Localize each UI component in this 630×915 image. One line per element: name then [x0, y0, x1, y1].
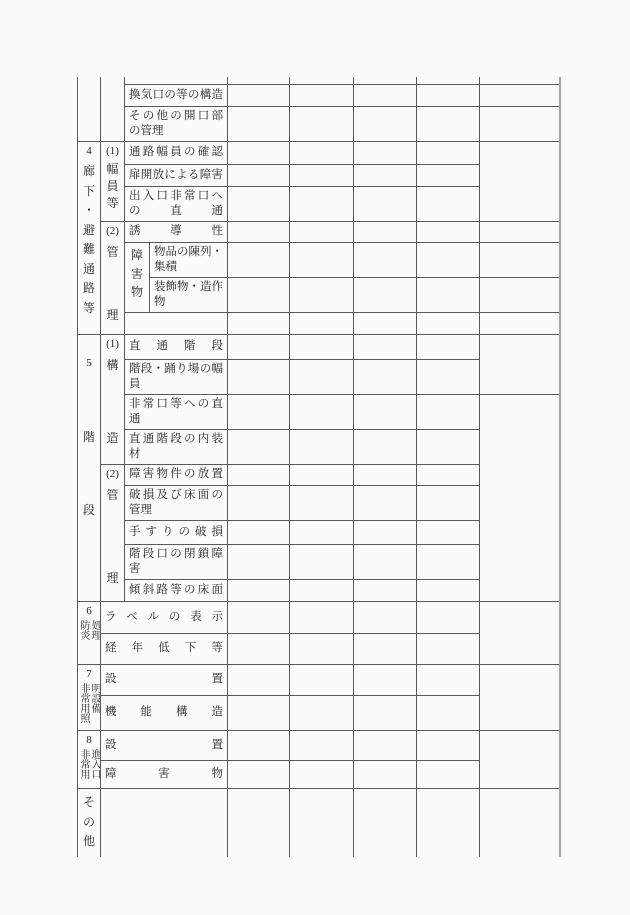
check-cell — [228, 601, 290, 633]
check-cell — [228, 788, 290, 857]
category-cell-flameproof — [78, 601, 101, 664]
remarks-cell — [480, 730, 560, 788]
check-cell — [417, 186, 480, 221]
table-row — [78, 77, 560, 84]
remarks-cell — [480, 334, 560, 394]
subsection-number: (2) — [106, 224, 119, 237]
item-aging-degradation: 経年低下等 — [101, 633, 228, 664]
check-cell — [228, 106, 290, 141]
item-exit-direct-access: 出入口非常口へ の直通 — [125, 186, 228, 221]
check-cell — [228, 394, 290, 429]
check-cell — [354, 579, 417, 601]
item-entry-installation: 設置 — [101, 730, 228, 760]
table-row — [78, 221, 560, 242]
table-row — [78, 106, 560, 141]
item-stairs-interior: 直通階段の内装 材 — [125, 429, 228, 464]
item-other-openings-management: その他の開口部 の管理 — [125, 106, 228, 141]
section-name-emergency-lighting: 非常用照明設備 — [78, 682, 100, 723]
remarks-cell — [480, 788, 560, 857]
check-cell — [354, 464, 417, 485]
item-direct-stairs: 直通階段 — [125, 334, 228, 359]
item-slope-floor: 傾斜路等の床面 — [125, 579, 228, 601]
item-blank — [125, 312, 228, 334]
section-name-flameproof: 防炎処理 — [78, 619, 100, 640]
check-cell — [290, 359, 354, 394]
check-cell — [417, 464, 480, 485]
remarks-cell — [480, 601, 560, 664]
check-cell — [417, 664, 480, 695]
check-cell — [228, 186, 290, 221]
check-cell — [228, 141, 290, 164]
check-cell — [354, 664, 417, 695]
check-cell — [417, 760, 480, 788]
check-cell — [354, 242, 417, 277]
subsection-label-stairs-management: 管 理 — [106, 487, 119, 585]
item-corridor-width-check: 通路幅員の確認 — [125, 141, 228, 164]
table-row — [78, 730, 560, 760]
item-lighting-function-structure: 機能構造 — [101, 695, 228, 730]
check-cell — [228, 664, 290, 695]
check-cell — [354, 788, 417, 857]
section-number: 5 — [86, 356, 92, 369]
check-cell — [228, 77, 290, 84]
check-cell — [228, 312, 290, 334]
check-cell — [290, 760, 354, 788]
item-obstacle-placement: 障害物件の放置 — [125, 464, 228, 485]
remarks-cell — [480, 312, 560, 334]
check-cell — [290, 394, 354, 429]
check-cell — [290, 664, 354, 695]
category-cell-corridor — [78, 141, 101, 334]
item-entry-obstacle: 障害物 — [101, 760, 228, 788]
check-cell — [417, 164, 480, 186]
check-cell — [290, 77, 354, 84]
check-cell — [354, 485, 417, 520]
subcategory-cell-stairs-management — [101, 464, 125, 601]
subsection-number: (1) — [106, 144, 119, 157]
check-cell — [228, 277, 290, 312]
inspection-table — [77, 77, 561, 857]
check-cell — [228, 485, 290, 520]
check-cell — [290, 141, 354, 164]
check-cell — [290, 464, 354, 485]
subcategory-cell-structure — [101, 334, 125, 464]
subsection-label-structure: 構 造 — [106, 357, 119, 445]
item-cell-stub — [125, 77, 228, 84]
table-row — [78, 312, 560, 334]
subsection-label-management: 管 理 — [106, 244, 119, 322]
check-cell — [417, 579, 480, 601]
check-cell — [354, 695, 417, 730]
check-cell — [228, 221, 290, 242]
check-cell — [354, 186, 417, 221]
check-cell — [354, 760, 417, 788]
check-cell — [417, 106, 480, 141]
item-cell-other-blank — [101, 788, 228, 857]
check-cell — [417, 77, 480, 84]
check-cell — [417, 359, 480, 394]
check-cell — [290, 633, 354, 664]
table-row — [78, 242, 560, 277]
table-row — [78, 664, 560, 695]
check-cell — [228, 520, 290, 544]
section-name-corridor: 廊 下 ・ 避 難 通 路 等 — [82, 164, 95, 315]
check-cell — [417, 394, 480, 429]
table-row — [78, 141, 560, 164]
section-number: 8 — [86, 733, 92, 746]
remarks-cell — [480, 221, 560, 242]
check-cell — [354, 730, 417, 760]
check-cell — [354, 359, 417, 394]
check-cell — [290, 334, 354, 359]
check-cell — [354, 221, 417, 242]
remarks-cell — [480, 106, 560, 141]
check-cell — [417, 485, 480, 520]
check-cell — [228, 359, 290, 394]
table-row — [78, 788, 560, 857]
table-row — [78, 277, 560, 312]
check-cell — [354, 601, 417, 633]
check-cell — [354, 277, 417, 312]
check-cell — [354, 164, 417, 186]
check-cell — [290, 544, 354, 579]
item-door-open-obstruction: 扉開放による障害 — [125, 164, 228, 186]
check-cell — [290, 485, 354, 520]
category-cell-emergency-lighting — [78, 664, 101, 730]
check-cell — [417, 730, 480, 760]
subsection-number: (2) — [106, 467, 119, 480]
check-cell — [228, 760, 290, 788]
check-cell — [417, 520, 480, 544]
table-row — [78, 601, 560, 633]
remarks-cell — [480, 664, 560, 730]
section-number: 7 — [86, 667, 92, 680]
check-cell — [354, 429, 417, 464]
check-cell — [228, 633, 290, 664]
item-handrail-damage: 手すりの破損 — [125, 520, 228, 544]
check-cell — [290, 520, 354, 544]
check-cell — [417, 242, 480, 277]
check-cell — [290, 242, 354, 277]
item-vent-opening-structure: 換気口の等の構造 — [125, 84, 228, 106]
check-cell — [290, 579, 354, 601]
check-cell — [290, 312, 354, 334]
check-cell — [290, 788, 354, 857]
check-cell — [417, 277, 480, 312]
check-cell — [228, 334, 290, 359]
check-cell — [228, 84, 290, 106]
subsection-number: (1) — [106, 337, 119, 350]
category-cell-previous-section — [78, 77, 101, 141]
item-guidance: 誘導性 — [125, 221, 228, 242]
subcategory-cell-width — [101, 141, 125, 221]
check-cell — [228, 695, 290, 730]
table-row — [78, 394, 560, 429]
category-cell-stairs — [78, 334, 101, 601]
check-cell — [290, 277, 354, 312]
check-cell — [417, 334, 480, 359]
check-cell — [228, 164, 290, 186]
subsection-label-width: 幅 員 等 — [106, 161, 119, 211]
table-row — [78, 334, 560, 359]
check-cell — [417, 601, 480, 633]
check-cell — [417, 695, 480, 730]
section-number: 4 — [86, 144, 92, 157]
item-label-display: ラベルの表示 — [101, 601, 228, 633]
check-cell — [290, 601, 354, 633]
check-cell — [228, 429, 290, 464]
check-cell — [228, 544, 290, 579]
check-cell — [290, 186, 354, 221]
category-cell-emergency-entry — [78, 730, 101, 788]
section-number: 6 — [86, 604, 92, 617]
label-cell-obstacle — [125, 242, 150, 312]
category-cell-other — [78, 788, 101, 857]
item-floor-damage: 破損及び床面の 管理 — [125, 485, 228, 520]
check-cell — [354, 334, 417, 359]
item-stairs-exit-direct: 非常口等への直 通 — [125, 394, 228, 429]
remarks-cell — [480, 394, 560, 601]
check-cell — [354, 141, 417, 164]
section-name-emergency-entry: 非常用進入口 — [78, 748, 100, 779]
check-cell — [417, 84, 480, 106]
check-cell — [228, 730, 290, 760]
subcategory-cell-management — [101, 221, 125, 334]
check-cell — [417, 312, 480, 334]
check-cell — [290, 429, 354, 464]
remarks-cell — [480, 77, 560, 84]
check-cell — [290, 106, 354, 141]
item-lighting-installation: 設置 — [101, 664, 228, 695]
item-decoration: 装飾物・造作 物 — [150, 277, 228, 312]
item-landing-width: 階段・踊り場の幅 員 — [125, 359, 228, 394]
item-stair-closure: 階段口の閉鎖障 害 — [125, 544, 228, 579]
remarks-cell — [480, 84, 560, 106]
check-cell — [290, 164, 354, 186]
section-name-stairs: 階 段 — [82, 429, 95, 518]
check-cell — [354, 77, 417, 84]
check-cell — [228, 579, 290, 601]
check-cell — [417, 141, 480, 164]
check-cell — [354, 84, 417, 106]
remarks-cell — [480, 242, 560, 277]
item-goods-display: 物品の陳列・ 集積 — [150, 242, 228, 277]
check-cell — [290, 730, 354, 760]
check-cell — [354, 312, 417, 334]
check-cell — [228, 242, 290, 277]
check-cell — [354, 633, 417, 664]
obstacle-label: 障 害 物 — [130, 248, 143, 299]
check-cell — [354, 520, 417, 544]
check-cell — [417, 544, 480, 579]
subcategory-cell-previous-section — [101, 77, 125, 141]
remarks-cell — [480, 141, 560, 221]
remarks-cell — [480, 277, 560, 312]
check-cell — [354, 106, 417, 141]
check-cell — [354, 394, 417, 429]
check-cell — [417, 633, 480, 664]
check-cell — [290, 221, 354, 242]
check-cell — [290, 695, 354, 730]
section-name-other: そ の 他 — [82, 795, 95, 848]
check-cell — [417, 788, 480, 857]
check-cell — [354, 544, 417, 579]
check-cell — [228, 464, 290, 485]
check-cell — [290, 84, 354, 106]
table-row — [78, 84, 560, 106]
check-cell — [417, 429, 480, 464]
check-cell — [417, 221, 480, 242]
